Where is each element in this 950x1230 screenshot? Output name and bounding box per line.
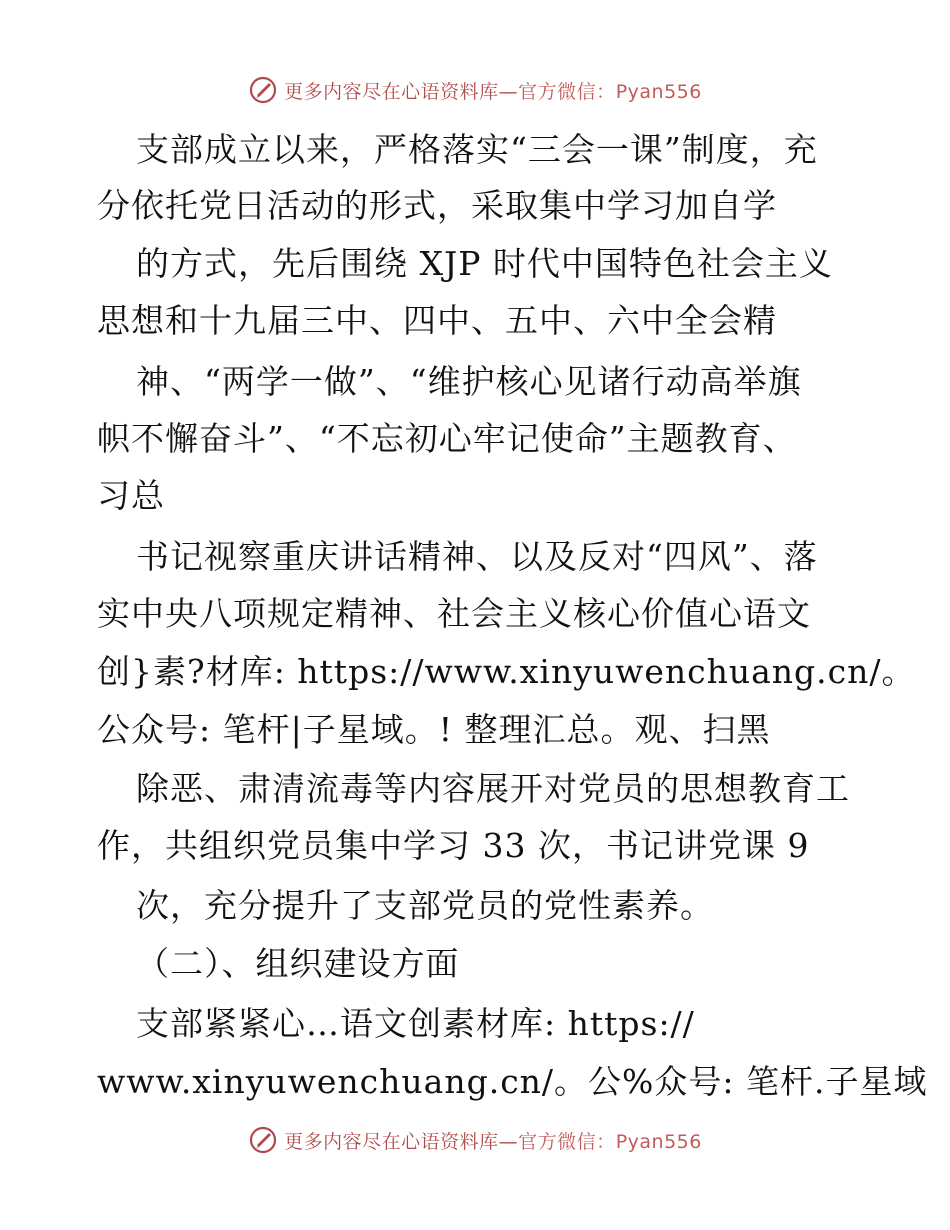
watermark-title: 更多内容尽在心语资料库 [284, 1130, 499, 1153]
brand-logo-icon [248, 75, 278, 105]
body-line-2: 分依托党日活动的形式，采取集中学习加自学 [97, 186, 777, 225]
body-line-13: 作，共组织党员集中学习 33 次，书记讲党课 9 [97, 826, 810, 865]
footer-watermark-banner [0, 1122, 950, 1158]
body-line-4: 思想和十九届三中、四中、五中、六中全会精 [97, 301, 777, 340]
body-line-1: 支部成立以来，严格落实“三会一课”制度，充 [136, 130, 818, 169]
body-line-9: 实中央八项规定精神、社会主义核心价值心语文 [97, 594, 811, 633]
watermark-separator: — [498, 1130, 519, 1153]
body-line-16: www.xinyuwenchuang.cn/。公%众号: 笔杆.子星域 [97, 1062, 928, 1101]
body-line-3: 的方式，先后围绕 XJP 时代中国特色社会主义 [136, 244, 833, 283]
watermark-text [284, 1127, 702, 1154]
wechat-label: 官方微信： [518, 1130, 616, 1153]
body-line-6: 帜不懈奋斗”、“不忘初心牢记使命”主题教育、 [97, 419, 797, 458]
brand-logo-icon [248, 1125, 278, 1155]
watermark-title: 更多内容尽在心语资料库 [284, 80, 499, 103]
wechat-id: Pyan556 [615, 1130, 702, 1153]
body-line-11: 公众号: 笔杆|子星域。! 整理汇总。观、扫黑 [97, 710, 771, 749]
body-line-12: 除恶、肃清流毒等内容展开对党员的思想教育工 [136, 769, 850, 808]
wechat-label: 官方微信： [518, 80, 616, 103]
header-watermark-banner [0, 72, 950, 108]
watermark-separator: — [498, 80, 519, 103]
body-line-7: 习总 [97, 476, 165, 515]
wechat-id: Pyan556 [615, 80, 702, 103]
body-line-14: 次，充分提升了支部党员的党性素养。 [136, 886, 714, 925]
body-line-15: 支部紧紧心…语文创素材库: https:// [136, 1004, 695, 1043]
section-heading: （二）、组织建设方面 [136, 944, 460, 983]
body-line-5: 神、“两学一做”、“维护核心见诸行动高举旗 [136, 362, 802, 401]
body-line-10: 创}素?材库: https://www.xinyuwenchuang.cn/。 [97, 652, 916, 691]
watermark-text [284, 77, 702, 104]
body-line-8: 书记视察重庆讲话精神、以及反对“四风”、落 [136, 537, 818, 576]
